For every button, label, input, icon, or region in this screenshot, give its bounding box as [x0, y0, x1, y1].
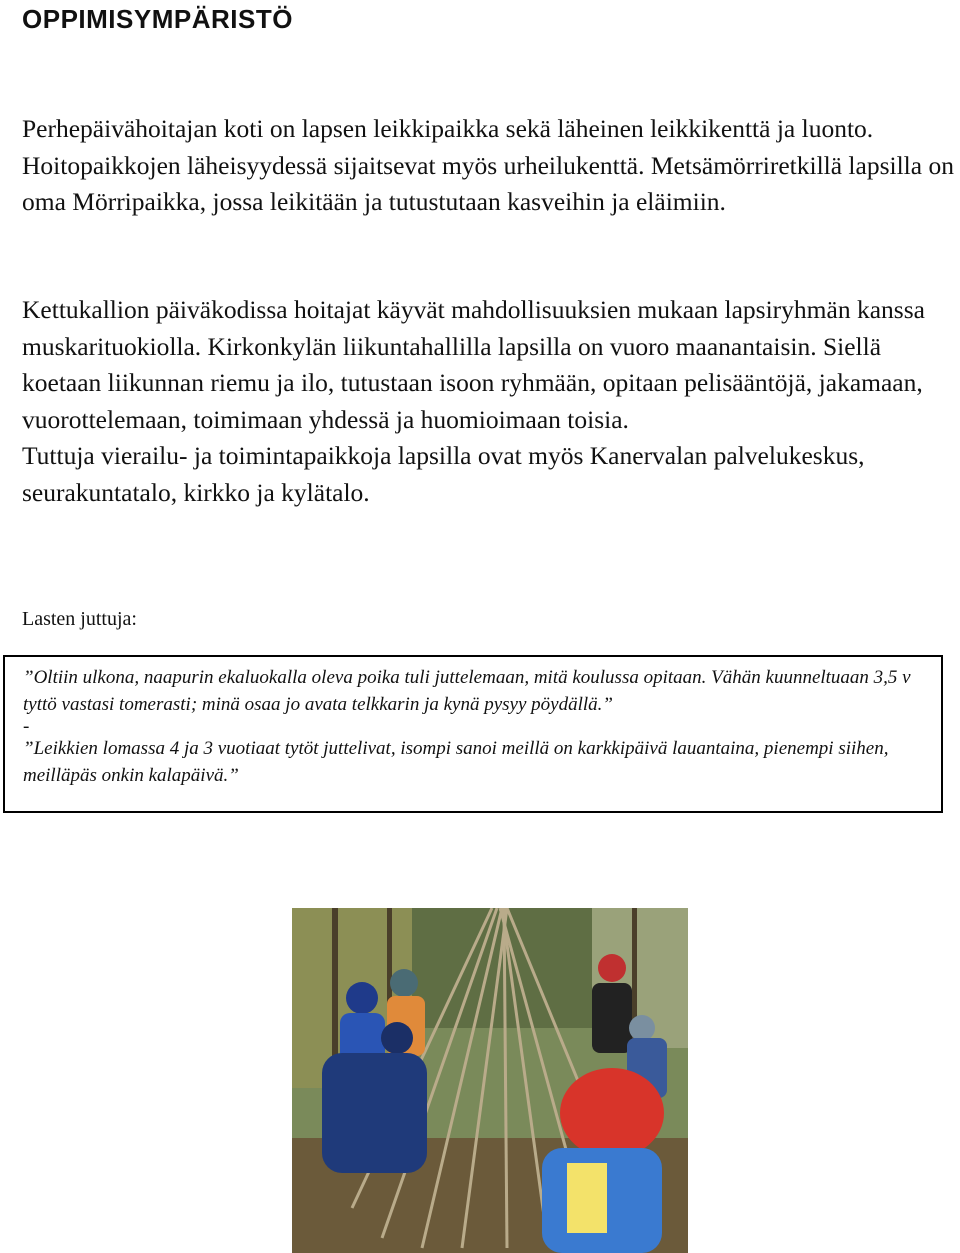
paragraph-home: Perhepäivähoitajan koti on lapsen leikkipaikka sekä läheinen leikkikenttä ja luonto. Hoitopaikkojen läheisyydessä sijaitsevat myös urheilukenttä. Metsämörriretkillä lapsilla on oma Mörripaikka, jossa leikitään ja tutustutaan kasveihin ja eläimiin.: [22, 114, 954, 216]
kids-heading: Lasten juttuja:: [22, 608, 137, 630]
paragraph-visits: Tuttuja vierailu- ja toimintapaikkoja lapsilla ovat myös Kanervalan palvelukeskus, seurakuntatalo, kirkko ja kylätalo.: [22, 441, 865, 507]
children-teepee-photo: [292, 908, 688, 1253]
paragraph-daycare: Kettukallion päiväkodissa hoitajat käyvät mahdollisuuksien mukaan lapsiryhmän kanssa muskarituokiolla. Kirkonkylän liikuntahallilla lapsilla on vuoro maanantaisin. Siellä koetaan liikunnan riemu ja ilo, tutustaan isoon ryhmään, opitaan pelisääntöjä, jakamaan, vuorottelemaan, toimimaan yhdessä ja huomioimaan toisia.: [22, 295, 925, 434]
quote-second: ”Leikkien lomassa 4 ja 3 vuotiaat tytöt juttelivat, isompi sanoi meillä on karkkipäivä lauantaina, pienempi siihen, meilläpäs onkin kalapäivä.”: [23, 738, 889, 786]
quote-box: [3, 655, 943, 813]
quote-separator: -: [23, 716, 30, 737]
daycare-paragraph: [22, 292, 958, 511]
quote-first: ”Oltiin ulkona, naapurin ekaluokalla oleva poika tuli juttelemaan, mitä koulussa opitaan. Vähän kuunneltuaan 3,5 v tyttö vastasi tomerasti; minä osaa jo avata telkkarin ja kynä pysyy pöydällä.”: [23, 667, 911, 715]
intro-paragraph: [22, 111, 958, 221]
page-title: OPPIMISYMPÄRISTÖ: [22, 4, 293, 34]
